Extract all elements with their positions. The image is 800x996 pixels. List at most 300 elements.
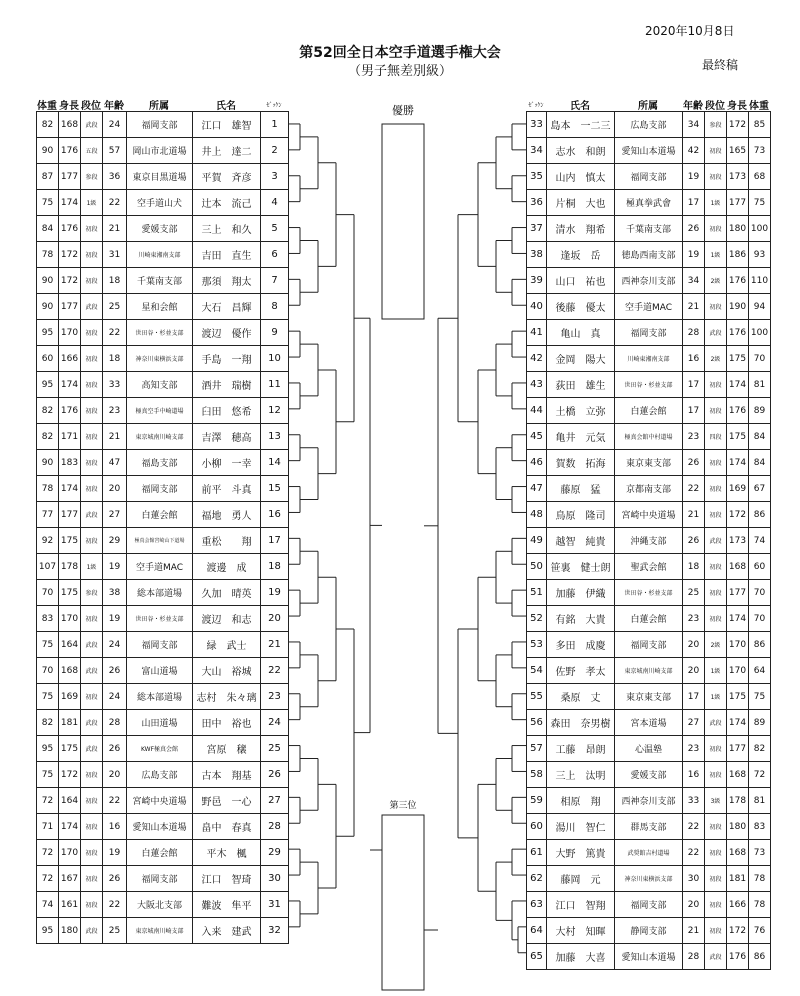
entry-name: 吉澤 穂高 <box>193 424 261 450</box>
entry-rank: 初段 <box>81 216 103 242</box>
entry-age: 26 <box>683 450 705 476</box>
entry-name: 藤原 猛 <box>547 476 615 502</box>
header-height-left: 身長 <box>59 101 79 112</box>
entry-height: 165 <box>727 138 749 164</box>
entry-rank: 2級 <box>705 268 727 294</box>
entry-weight: 93 <box>749 242 771 268</box>
entry-bib: 30 <box>261 866 289 892</box>
entry-dojo: 極真拳武會 <box>615 190 683 216</box>
entry-height: 161 <box>59 892 81 918</box>
entry-age: 19 <box>103 554 127 580</box>
entry-rank: 初段 <box>705 866 727 892</box>
entry-height: 175 <box>727 684 749 710</box>
entry-age: 23 <box>103 398 127 424</box>
entry-bib: 53 <box>527 632 547 658</box>
entry-dojo: 東京城南川崎支部 <box>127 918 193 944</box>
entry-name: 酒井 瑞樹 <box>193 372 261 398</box>
entry-bib: 44 <box>527 398 547 424</box>
entry-rank: 初段 <box>705 372 727 398</box>
entry-bib: 32 <box>261 918 289 944</box>
entry-rank: 参段 <box>705 112 727 138</box>
entry-rank: 初段 <box>705 138 727 164</box>
entry-dojo: 宮本道場 <box>615 710 683 736</box>
entry-height: 172 <box>59 762 81 788</box>
entry-height: 170 <box>59 320 81 346</box>
entry-rank: 武段 <box>81 632 103 658</box>
entry-rank: 初段 <box>81 320 103 346</box>
entry-rank: 初段 <box>81 762 103 788</box>
header-age-right: 年齢 <box>683 101 703 112</box>
entry-age: 16 <box>683 346 705 372</box>
entry-dojo: 白蓮会館 <box>615 398 683 424</box>
entry-weight: 82 <box>37 112 59 138</box>
entry-age: 34 <box>683 268 705 294</box>
entry-weight: 72 <box>37 866 59 892</box>
entry-bib: 8 <box>261 294 289 320</box>
entry-name: 入来 建武 <box>193 918 261 944</box>
entry-rank: 初段 <box>705 606 727 632</box>
entry-rank: 初段 <box>81 268 103 294</box>
entry-weight: 70 <box>749 606 771 632</box>
entry-age: 38 <box>103 580 127 606</box>
entry-height: 175 <box>727 346 749 372</box>
entry-age: 20 <box>683 632 705 658</box>
entry-weight: 60 <box>37 346 59 372</box>
entry-name: 福地 勇人 <box>193 502 261 528</box>
entry-name: 重松 翔 <box>193 528 261 554</box>
entry-weight: 77 <box>37 502 59 528</box>
entry-height: 174 <box>727 450 749 476</box>
entry-dojo: 総本部道場 <box>127 684 193 710</box>
entry-height: 168 <box>59 112 81 138</box>
entry-name: 江口 雄智 <box>193 112 261 138</box>
entry-dojo: 白蓮会館 <box>127 840 193 866</box>
entry-age: 21 <box>103 424 127 450</box>
entry-weight: 72 <box>749 762 771 788</box>
entry-age: 26 <box>683 528 705 554</box>
entry-rank: 初段 <box>705 398 727 424</box>
entry-dojo: 広島支部 <box>615 112 683 138</box>
entry-rank: 初段 <box>81 684 103 710</box>
entry-height: 174 <box>59 476 81 502</box>
entry-age: 17 <box>683 684 705 710</box>
entry-age: 21 <box>103 216 127 242</box>
entry-weight: 83 <box>37 606 59 632</box>
entry-dojo: 西神奈川支部 <box>615 268 683 294</box>
entry-age: 31 <box>103 242 127 268</box>
entry-height: 177 <box>727 736 749 762</box>
entry-bib: 47 <box>527 476 547 502</box>
entry-name: 江口 智琦 <box>193 866 261 892</box>
entry-age: 23 <box>683 424 705 450</box>
entry-rank: 初段 <box>81 528 103 554</box>
entry-weight: 81 <box>749 372 771 398</box>
entry-dojo: 愛媛支部 <box>615 762 683 788</box>
entry-name: 越智 純貴 <box>547 528 615 554</box>
entry-rank: 初段 <box>705 216 727 242</box>
entry-dojo: 極真会館中村道場 <box>615 424 683 450</box>
entry-bib: 46 <box>527 450 547 476</box>
entry-rank: 初段 <box>705 450 727 476</box>
entry-weight: 83 <box>749 814 771 840</box>
entry-rank: 初段 <box>705 294 727 320</box>
entry-bib: 58 <box>527 762 547 788</box>
entry-name: 笹裏 健士朗 <box>547 554 615 580</box>
entry-height: 174 <box>59 814 81 840</box>
entry-weight: 86 <box>749 502 771 528</box>
entry-height: 175 <box>727 424 749 450</box>
entry-weight: 70 <box>749 346 771 372</box>
entry-height: 175 <box>59 736 81 762</box>
entry-dojo: 東京城南川崎支部 <box>127 424 193 450</box>
entry-dojo: 極真空手中崎道場 <box>127 398 193 424</box>
entry-bib: 48 <box>527 502 547 528</box>
entry-bib: 6 <box>261 242 289 268</box>
entry-rank: 初段 <box>81 814 103 840</box>
entry-rank: 初段 <box>81 866 103 892</box>
entry-weight: 70 <box>37 658 59 684</box>
entry-height: 176 <box>59 138 81 164</box>
entry-weight: 78 <box>37 242 59 268</box>
entry-age: 29 <box>103 528 127 554</box>
entry-name: 野邑 一心 <box>193 788 261 814</box>
entry-age: 22 <box>683 476 705 502</box>
header-weight-right: 体重 <box>749 101 769 112</box>
entry-weight: 84 <box>749 424 771 450</box>
entry-dojo: 福岡支部 <box>127 476 193 502</box>
entry-name: 大野 篤貴 <box>547 840 615 866</box>
entry-bib: 65 <box>527 944 547 970</box>
header-weight-left: 体重 <box>37 101 57 112</box>
entry-height: 178 <box>727 788 749 814</box>
entry-height: 172 <box>727 918 749 944</box>
entry-rank: 初段 <box>705 502 727 528</box>
header-rank-left: 段位 <box>81 101 101 112</box>
entry-name: 吉田 直生 <box>193 242 261 268</box>
entry-name: 渡辺 優作 <box>193 320 261 346</box>
entry-weight: 86 <box>749 944 771 970</box>
entry-age: 21 <box>683 502 705 528</box>
entry-height: 176 <box>727 398 749 424</box>
entry-rank: 初段 <box>705 476 727 502</box>
entry-rank: 2級 <box>705 346 727 372</box>
entry-dojo: 神奈川東横浜支部 <box>615 866 683 892</box>
entry-rank: 武段 <box>705 320 727 346</box>
entry-dojo: 山田道場 <box>127 710 193 736</box>
entry-age: 21 <box>683 918 705 944</box>
entry-dojo: 東京目黒道場 <box>127 164 193 190</box>
entry-dojo: 世田谷・杉並支部 <box>127 320 193 346</box>
entry-dojo: KWF極真会館 <box>127 736 193 762</box>
entry-age: 28 <box>683 944 705 970</box>
entry-rank: 四段 <box>705 424 727 450</box>
entry-bib: 63 <box>527 892 547 918</box>
entry-bib: 20 <box>261 606 289 632</box>
entry-dojo: 西神奈川支部 <box>615 788 683 814</box>
entry-age: 28 <box>683 320 705 346</box>
entry-bib: 22 <box>261 658 289 684</box>
entry-rank: 初段 <box>81 398 103 424</box>
entry-rank: 武段 <box>705 944 727 970</box>
final-label: 優勝 <box>392 104 414 117</box>
entry-height: 164 <box>59 788 81 814</box>
entry-weight: 84 <box>37 216 59 242</box>
entry-name: 宮原 穣 <box>193 736 261 762</box>
entry-age: 26 <box>103 866 127 892</box>
entry-weight: 82 <box>37 424 59 450</box>
entry-weight: 78 <box>749 892 771 918</box>
entry-weight: 75 <box>749 684 771 710</box>
entry-dojo: 徳島西南支部 <box>615 242 683 268</box>
entry-dojo: 愛知山本道場 <box>615 944 683 970</box>
entry-bib: 39 <box>527 268 547 294</box>
entry-name: 志水 和朗 <box>547 138 615 164</box>
entry-dojo: 総本部道場 <box>127 580 193 606</box>
entry-name: 前平 斗真 <box>193 476 261 502</box>
entry-weight: 68 <box>749 164 771 190</box>
entry-dojo: 福岡支部 <box>615 320 683 346</box>
entry-dojo: 空手道MAC <box>127 554 193 580</box>
entry-bib: 18 <box>261 554 289 580</box>
entry-dojo: 沖縄支部 <box>615 528 683 554</box>
entry-dojo: 群馬支部 <box>615 814 683 840</box>
entry-weight: 70 <box>749 580 771 606</box>
entry-rank: 初段 <box>705 580 727 606</box>
entry-name: 平賀 斉彦 <box>193 164 261 190</box>
entry-dojo: 富山道場 <box>127 658 193 684</box>
draft-status: 最終稿 <box>702 58 739 72</box>
entry-name: 大山 裕城 <box>193 658 261 684</box>
entry-weight: 82 <box>37 710 59 736</box>
entry-bib: 45 <box>527 424 547 450</box>
entry-height: 174 <box>727 710 749 736</box>
entry-weight: 110 <box>749 268 771 294</box>
entry-age: 25 <box>103 918 127 944</box>
header-dojo-right: 所属 <box>638 101 658 112</box>
entry-dojo: 東京東支部 <box>615 684 683 710</box>
entry-name: 田中 裕也 <box>193 710 261 736</box>
entry-name: 手島 一翔 <box>193 346 261 372</box>
header-dojo-left: 所属 <box>149 101 169 112</box>
entry-age: 17 <box>683 190 705 216</box>
entry-bib: 19 <box>261 580 289 606</box>
entry-rank: 1級 <box>705 658 727 684</box>
entry-weight: 72 <box>37 840 59 866</box>
entry-dojo: 世田谷・杉並支部 <box>615 580 683 606</box>
entry-name: 逢坂 岳 <box>547 242 615 268</box>
entry-name: 山内 慎太 <box>547 164 615 190</box>
entry-dojo: 聖武会館 <box>615 554 683 580</box>
entry-bib: 29 <box>261 840 289 866</box>
entry-bib: 14 <box>261 450 289 476</box>
entry-height: 172 <box>59 242 81 268</box>
header-name-left: 氏名 <box>216 101 236 112</box>
entry-height: 166 <box>59 346 81 372</box>
entry-dojo: 福岡支部 <box>127 112 193 138</box>
entry-bib: 51 <box>527 580 547 606</box>
entry-age: 20 <box>683 658 705 684</box>
entry-rank: 武段 <box>81 112 103 138</box>
entry-name: 桑原 丈 <box>547 684 615 710</box>
entry-weight: 90 <box>37 138 59 164</box>
entry-age: 22 <box>103 892 127 918</box>
entry-height: 176 <box>59 398 81 424</box>
entry-bib: 43 <box>527 372 547 398</box>
entry-name: 相原 翔 <box>547 788 615 814</box>
entry-height: 186 <box>727 242 749 268</box>
entry-bib: 41 <box>527 320 547 346</box>
entry-bib: 33 <box>527 112 547 138</box>
entry-rank: 初段 <box>81 476 103 502</box>
entry-bib: 40 <box>527 294 547 320</box>
entry-rank: 初段 <box>81 372 103 398</box>
entry-bib: 27 <box>261 788 289 814</box>
entry-bib: 64 <box>527 918 547 944</box>
entry-age: 22 <box>103 788 127 814</box>
entry-height: 172 <box>727 502 749 528</box>
entry-height: 190 <box>727 294 749 320</box>
entry-age: 57 <box>103 138 127 164</box>
entry-name: 志村 朱々璃 <box>193 684 261 710</box>
entry-height: 180 <box>59 918 81 944</box>
entry-height: 176 <box>727 268 749 294</box>
entry-height: 168 <box>59 658 81 684</box>
entry-dojo: 愛知山本道場 <box>127 814 193 840</box>
entry-weight: 100 <box>749 320 771 346</box>
entry-weight: 75 <box>37 762 59 788</box>
entry-weight: 64 <box>749 658 771 684</box>
entry-weight: 95 <box>37 736 59 762</box>
entry-dojo: 広島支部 <box>127 762 193 788</box>
entry-bib: 50 <box>527 554 547 580</box>
entry-name: 島本 一二三 <box>547 112 615 138</box>
entry-name: 大石 昌輝 <box>193 294 261 320</box>
entry-age: 23 <box>683 736 705 762</box>
entry-dojo: 千葉南支部 <box>127 268 193 294</box>
entry-name: 亀井 元気 <box>547 424 615 450</box>
header-bib-left: ｾﾞｯｹﾝ <box>266 102 282 109</box>
entry-dojo: 世田谷・杉並支部 <box>127 606 193 632</box>
entry-age: 22 <box>103 320 127 346</box>
entry-age: 24 <box>103 112 127 138</box>
entry-rank: 初段 <box>705 918 727 944</box>
entry-dojo: 大阪北支部 <box>127 892 193 918</box>
entry-age: 22 <box>683 840 705 866</box>
entry-bib: 42 <box>527 346 547 372</box>
entry-rank: 武段 <box>81 710 103 736</box>
entry-dojo: 高知支部 <box>127 372 193 398</box>
entry-rank: 初段 <box>705 164 727 190</box>
entry-age: 18 <box>103 268 127 294</box>
entry-height: 166 <box>727 892 749 918</box>
entry-age: 19 <box>103 840 127 866</box>
entry-bib: 11 <box>261 372 289 398</box>
entry-bib: 34 <box>527 138 547 164</box>
entry-rank: 武段 <box>705 528 727 554</box>
entry-bib: 60 <box>527 814 547 840</box>
entry-height: 175 <box>59 580 81 606</box>
entry-age: 19 <box>103 606 127 632</box>
entry-bib: 56 <box>527 710 547 736</box>
entry-weight: 86 <box>749 632 771 658</box>
entry-dojo: 千葉南支部 <box>615 216 683 242</box>
entry-rank: 初段 <box>705 554 727 580</box>
entry-rank: 1級 <box>705 684 727 710</box>
entry-dojo: 白蓮会館 <box>615 606 683 632</box>
entry-name: 畠中 春真 <box>193 814 261 840</box>
entry-weight: 87 <box>37 164 59 190</box>
entry-name: 後藤 優太 <box>547 294 615 320</box>
entry-age: 47 <box>103 450 127 476</box>
entry-weight: 74 <box>37 892 59 918</box>
entry-height: 169 <box>59 684 81 710</box>
entry-bib: 16 <box>261 502 289 528</box>
entry-age: 26 <box>103 736 127 762</box>
entry-name: 大村 知暉 <box>547 918 615 944</box>
entry-age: 18 <box>683 554 705 580</box>
entry-dojo: 東京城南川崎支部 <box>615 658 683 684</box>
entry-dojo: 福岡支部 <box>127 632 193 658</box>
entry-bib: 35 <box>527 164 547 190</box>
entry-age: 27 <box>683 710 705 736</box>
final-box <box>382 124 424 319</box>
entry-dojo: 宮崎中央道場 <box>127 788 193 814</box>
entry-weight: 89 <box>749 398 771 424</box>
entry-height: 173 <box>727 528 749 554</box>
entry-rank: 初段 <box>81 606 103 632</box>
entry-rank: 初段 <box>705 736 727 762</box>
entry-height: 173 <box>727 164 749 190</box>
entry-weight: 82 <box>749 736 771 762</box>
entry-bib: 38 <box>527 242 547 268</box>
entry-name: 有銘 大貴 <box>547 606 615 632</box>
entry-age: 20 <box>103 762 127 788</box>
entry-bib: 1 <box>261 112 289 138</box>
entry-weight: 71 <box>37 814 59 840</box>
header-bib-right: ｾﾞｯｹﾝ <box>528 102 544 109</box>
entry-dojo: 川崎東湘南支部 <box>615 346 683 372</box>
entry-weight: 95 <box>37 918 59 944</box>
entry-age: 19 <box>683 164 705 190</box>
header-rank-right: 段位 <box>705 101 725 112</box>
entry-rank: 初段 <box>81 840 103 866</box>
entry-height: 180 <box>727 216 749 242</box>
entry-dojo: 川崎東湘南支部 <box>127 242 193 268</box>
entry-name: 森田 奈男樹 <box>547 710 615 736</box>
entry-rank: 初段 <box>81 450 103 476</box>
entry-rank: 初段 <box>705 762 727 788</box>
entry-height: 168 <box>727 762 749 788</box>
entry-dojo: 福岡支部 <box>615 164 683 190</box>
entry-height: 176 <box>727 320 749 346</box>
entry-height: 168 <box>727 554 749 580</box>
entry-name: 荻田 雄生 <box>547 372 615 398</box>
entry-height: 170 <box>727 658 749 684</box>
entry-age: 18 <box>103 346 127 372</box>
entry-dojo: 宮崎中央道場 <box>615 502 683 528</box>
entry-weight: 94 <box>749 294 771 320</box>
entry-bib: 26 <box>261 762 289 788</box>
entry-bib: 3 <box>261 164 289 190</box>
entry-weight: 75 <box>37 684 59 710</box>
entry-bib: 31 <box>261 892 289 918</box>
entry-bib: 59 <box>527 788 547 814</box>
entry-dojo: 極真会館宮崎山下道場 <box>127 528 193 554</box>
entry-height: 177 <box>727 190 749 216</box>
entry-name: 久加 晴英 <box>193 580 261 606</box>
entry-age: 26 <box>103 658 127 684</box>
entry-height: 176 <box>59 216 81 242</box>
